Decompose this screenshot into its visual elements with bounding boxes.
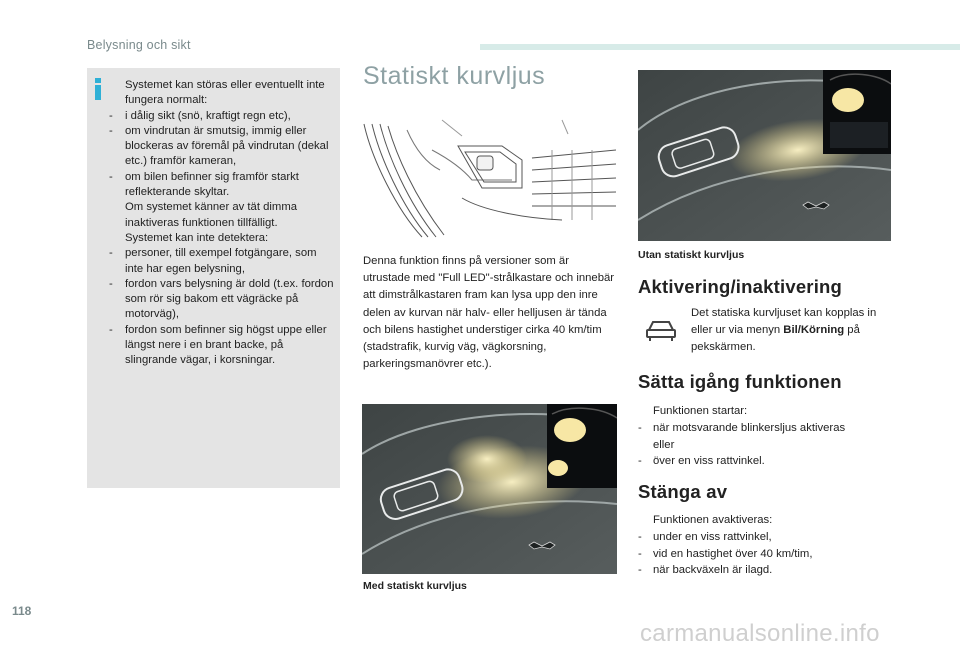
info-line: Om systemet känner av tät dimma inaktiveras funktionen tillfälligt. bbox=[125, 201, 298, 229]
info-line: - om vindrutan är smutsig, immig eller blockeras av föremål på vindrutan (dekal etc.) framför kameran, bbox=[109, 124, 329, 168]
info-text bbox=[109, 78, 335, 369]
info-line: Systemet kan inte detektera: bbox=[125, 231, 269, 244]
info-line: - om bilen befinner sig framför starkt reflekterande skyltar. bbox=[109, 170, 299, 199]
photo-with-cornering-light bbox=[362, 404, 617, 574]
info-icon bbox=[93, 78, 103, 100]
info-line: Systemet kan störas eller eventuellt inte fungera normalt: bbox=[125, 79, 325, 107]
page-title: Statiskt kurvljus bbox=[363, 62, 546, 90]
list-item: - när motsvarande blinkersljus aktiveras bbox=[638, 421, 846, 434]
activation-text: Det statiska kurvljuset kan kopplas in eller ur via menyn Bil/Körning på pekskärmen. bbox=[691, 307, 877, 353]
section-header: Belysning och sikt bbox=[87, 38, 191, 52]
list-item: - när backväxeln är ilagd. bbox=[638, 564, 773, 577]
list-item: - under en viss rattvinkel, bbox=[638, 530, 772, 543]
car-icon bbox=[645, 318, 677, 342]
car-headlight-illustration bbox=[362, 110, 616, 238]
watermark: carmanualsonline.info bbox=[640, 620, 880, 647]
header-bar bbox=[480, 44, 960, 50]
heading-start: Sätta igång funktionen bbox=[638, 371, 842, 392]
list-item: Funktionen startar: bbox=[653, 405, 748, 417]
list-item: eller bbox=[653, 438, 675, 451]
caption-without: Utan statiskt kurvljus bbox=[638, 249, 745, 261]
info-line: - personer, till exempel fotgängare, som inte har egen belysning, bbox=[109, 247, 317, 275]
stop-list bbox=[638, 512, 888, 579]
info-line: - i dålig sikt (snö, kraftigt regn etc), bbox=[109, 109, 291, 122]
photo-without-cornering-light bbox=[638, 70, 891, 241]
list-item: - över en viss rattvinkel. bbox=[638, 455, 765, 468]
start-list bbox=[638, 403, 888, 470]
menu-path: Bil/Körning bbox=[783, 324, 845, 336]
list-item: - vid en hastighet över 40 km/tim, bbox=[638, 547, 813, 560]
intro-paragraph: Denna funktion finns på versioner som är utrustade med "Full LED"-strålkastare och innebär att dimstrålkastaren fram kan lysa upp den inre delen av kurvan när halv- eller helljusen är tända och bilens hastighet understiger cirka 40 km/tim (stadstrafik, kurvig väg, vägkorsning, parkeringsmanövrer etc.). bbox=[363, 255, 615, 371]
caption-with: Med statiskt kurvljus bbox=[363, 580, 467, 592]
info-line: - fordon som befinner sig högst uppe eller längst nere i en brant backe, på slingrande vägar, i korsningar. bbox=[109, 323, 327, 367]
info-line: - fordon vars belysning är dold (t.ex. fordon som rör sig bakom ett vägräcke på motorväg), bbox=[109, 277, 334, 321]
page-number: 118 bbox=[12, 604, 32, 618]
list-item: Funktionen avaktiveras: bbox=[653, 514, 773, 526]
heading-activation: Aktivering/inaktivering bbox=[638, 276, 843, 297]
heading-stop: Stänga av bbox=[638, 481, 728, 502]
